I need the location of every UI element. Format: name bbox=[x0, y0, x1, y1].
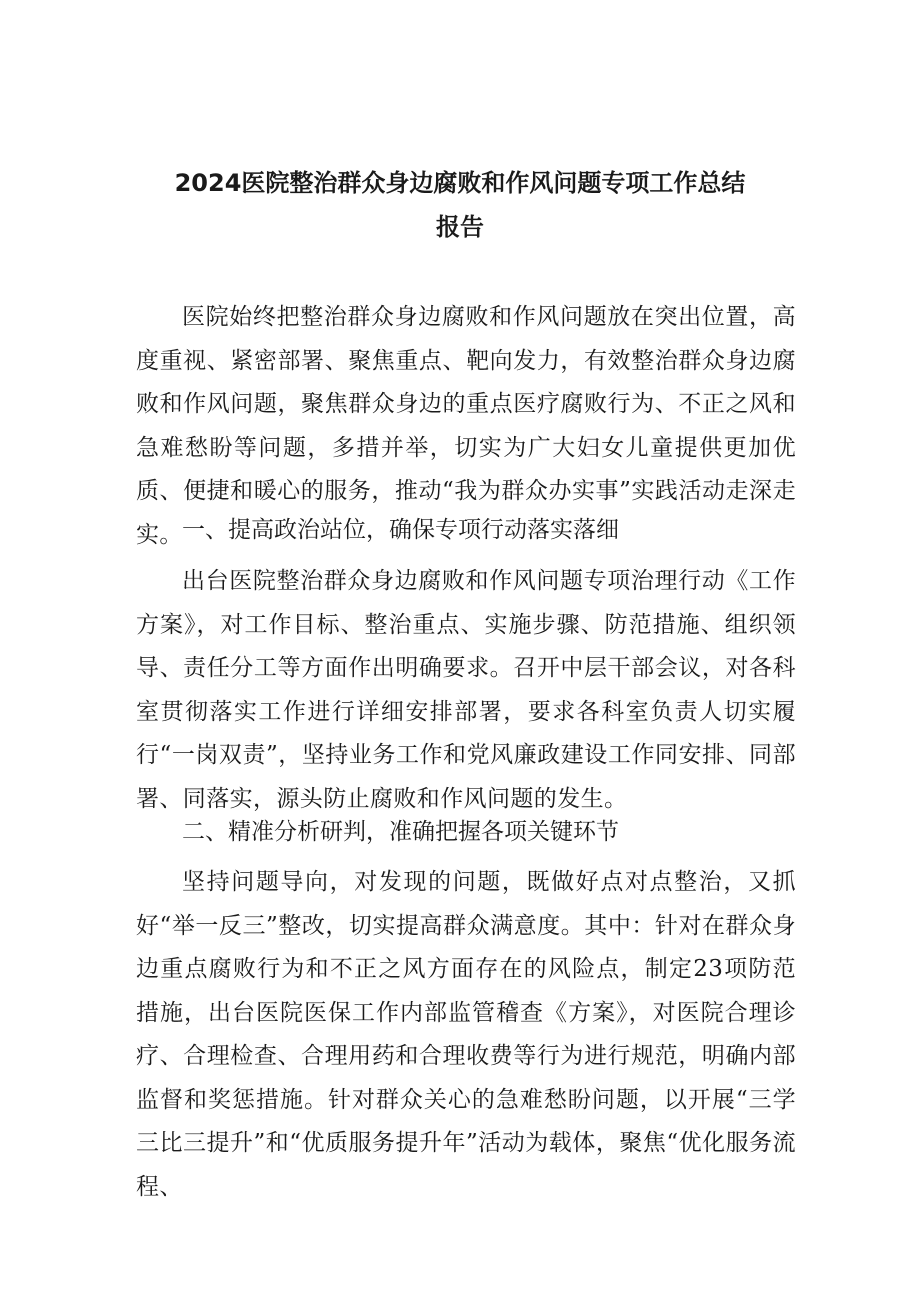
section-1-heading: 一、提高政治站位，确保专项行动落实落细 bbox=[182, 517, 619, 543]
document-title-continued: 报告 bbox=[436, 213, 484, 241]
intro-paragraph: 医院始终把整治群众身边腐败和作风问题放在突出位置，高度重视、紧密部署、聚焦重点、靶向发力，有效整治群众身边腐败和作风问题，聚焦群众身边的重点医疗腐败行为、不正之风和急难愁盼等问题，多措并举，切实为广大妇女儿童提供更加优质、便捷和暖心的服务，推动“我为群众办实事”实践活动走深走实。 bbox=[136, 304, 796, 548]
section-2-paragraph: 坚持问题导向，对发现的问题，既做好点对点整治，又抓好“举一反三”整改，切实提高群众满意度。其中：针对在群众身边重点腐败行为和不正之风方面存在的风险点，制定23项防范措施，出台医院医保工作内部监管稽查《方案》，对医院合理诊疗、合理检查、合理用药和合理收费等行为进行规范，明确内部监督和奖惩措施。针对群众关心的急难愁盼问题，以开展“三学三比三提升”和“优质服务提升年”活动为载体，聚焦“优化服务流程、 bbox=[136, 869, 796, 1200]
document-title: 2024医院整治群众身边腐败和作风问题专项工作总结 bbox=[174, 169, 746, 197]
section-1-paragraph: 出台医院整治群众身边腐败和作风问题专项治理行动《工作方案》，对工作目标、整治重点、实施步骤、防范措施、组织领导、责任分工等方面作出明确要求。召开中层干部会议，对各科室贯彻落实工作进行详细安排部署，要求各科室负责人切实履行“一岗双责”，坚持业务工作和党风廉政建设工作同安排、同部署、同落实，源头防止腐败和作风问题的发生。 bbox=[136, 568, 796, 812]
section-2-heading: 二、精准分析研判，准确把握各项关键环节 bbox=[182, 819, 619, 845]
